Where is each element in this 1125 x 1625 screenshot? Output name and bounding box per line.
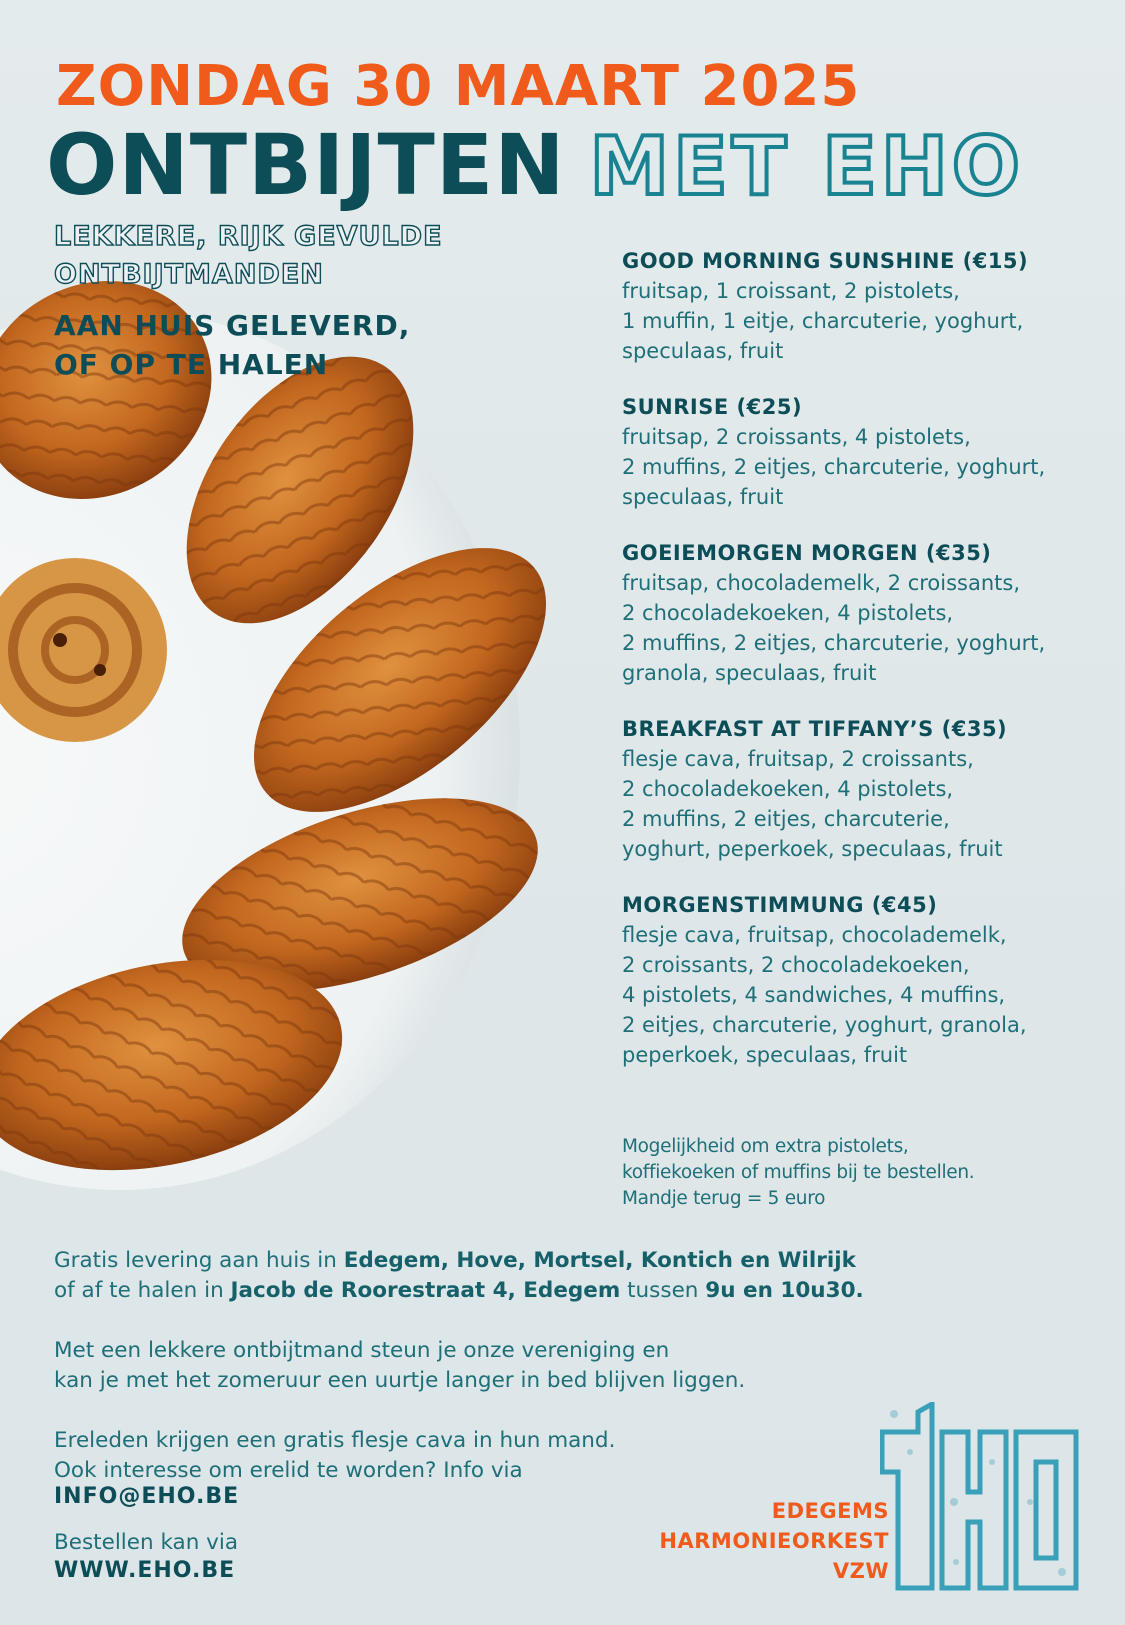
package-name: GOOD MORNING SUNSHINE (€15) [622,249,1029,273]
package-line: 2 chocoladekoeken, 4 pistolets, [622,601,954,625]
package-line: fruitsap, 1 croissant, 2 pistolets, [622,279,960,303]
organization-name [659,1496,889,1586]
package-line: flesje cava, fruitsap, 2 croissants, [622,747,974,771]
package-morgenstimmung [622,890,1102,1070]
package-line: speculaas, fruit [622,485,784,509]
title-outline: MET EHO [589,120,1024,213]
delivery-text: Gratis levering aan huis in [54,1248,344,1273]
package-line: 2 chocoladekoeken, 4 pistolets, [622,777,954,801]
eho-logo [880,1402,1080,1592]
package-line: 2 muffins, 2 eitjes, charcuterie, yoghurt, [622,631,1046,655]
package-list [622,246,1102,1096]
org-line: EDEGEMS [771,1499,889,1523]
order-text: Bestellen kan via [54,1530,239,1555]
package-name: SUNRISE (€25) [622,395,803,419]
note-line: Mandje terug = 5 euro [622,1188,826,1209]
support-text [54,1336,894,1396]
package-sunrise [622,392,1102,512]
extras-note [622,1134,1062,1212]
package-line: flesje cava, fruitsap, chocolademelk, [622,923,1007,947]
website-link[interactable]: WWW.EHO.BE [54,1558,236,1583]
subtitle [54,218,524,294]
package-line: yoghurt, peperkoek, speculaas, fruit [622,837,1003,861]
delivery-heading-line: OF OP TE HALEN [54,348,329,381]
package-name: GOEIEMORGEN MORGEN (€35) [622,541,992,565]
pickup-text: of af te halen in [54,1278,231,1303]
package-line: 4 pistolets, 4 sandwiches, 4 muffins, [622,983,1006,1007]
package-line: fruitsap, chocolademelk, 2 croissants, [622,571,1021,595]
support-line: Met een lekkere ontbijtmand steun je onze vereniging en [54,1338,670,1363]
pickup-text: tussen [620,1278,706,1303]
subtitle-line: ONTBIJTMANDEN [54,259,324,290]
honor-line: Ereleden krijgen een gratis flesje cava in hun mand. [54,1428,616,1453]
delivery-info [54,1246,894,1306]
honor-members-text [54,1426,894,1486]
package-line: 2 eitjes, charcuterie, yoghurt, granola, [622,1013,1027,1037]
title-main: ONTBIJTEN [46,116,566,214]
honor-line: Ook interesse om erelid te worden? Info via [54,1458,523,1483]
pickup-time: 9u en 10u30. [705,1278,864,1303]
package-line: fruitsap, 2 croissants, 4 pistolets, [622,425,971,449]
pickup-address: Jacob de Roorestraat 4, Edegem [230,1278,621,1303]
package-line: 2 muffins, 2 eitjes, charcuterie, yoghurt, [622,455,1046,479]
page-title [46,116,1024,214]
delivery-heading [54,306,494,384]
contact-email[interactable]: INFO@EHO.BE [54,1484,240,1509]
note-line: Mogelijkheid om extra pistolets, [622,1136,909,1157]
package-line: 1 muffin, 1 eitje, charcuterie, yoghurt, [622,309,1024,333]
event-date: ZONDAG 30 MAART 2025 [56,54,861,119]
package-name: BREAKFAST AT TIFFANY’S (€35) [622,717,1008,741]
delivery-heading-line: AAN HUIS GELEVERD, [54,309,411,342]
support-line: kan je met het zomeruur een uurtje langer in bed blijven liggen. [54,1368,746,1393]
package-line: granola, speculaas, fruit [622,661,877,685]
package-line: 2 muffins, 2 eitjes, charcuterie, [622,807,950,831]
org-line: VZW [832,1559,889,1583]
subtitle-line: LEKKERE, RIJK GEVULDE [54,221,443,252]
package-good-morning-sunshine [622,246,1102,366]
delivery-towns: Edegem, Hove, Mortsel, Kontich en Wilrijk [343,1248,856,1273]
package-line: speculaas, fruit [622,339,784,363]
package-breakfast-at-tiffanys [622,714,1102,864]
org-line: HARMONIEORKEST [659,1529,889,1553]
package-line: 2 croissants, 2 chocoladekoeken, [622,953,970,977]
package-goeiemorgen-morgen [622,538,1102,688]
note-line: koffiekoeken of muffins bij te bestellen. [622,1162,975,1183]
package-line: peperkoek, speculaas, fruit [622,1043,908,1067]
package-name: MORGENSTIMMUNG (€45) [622,893,938,917]
